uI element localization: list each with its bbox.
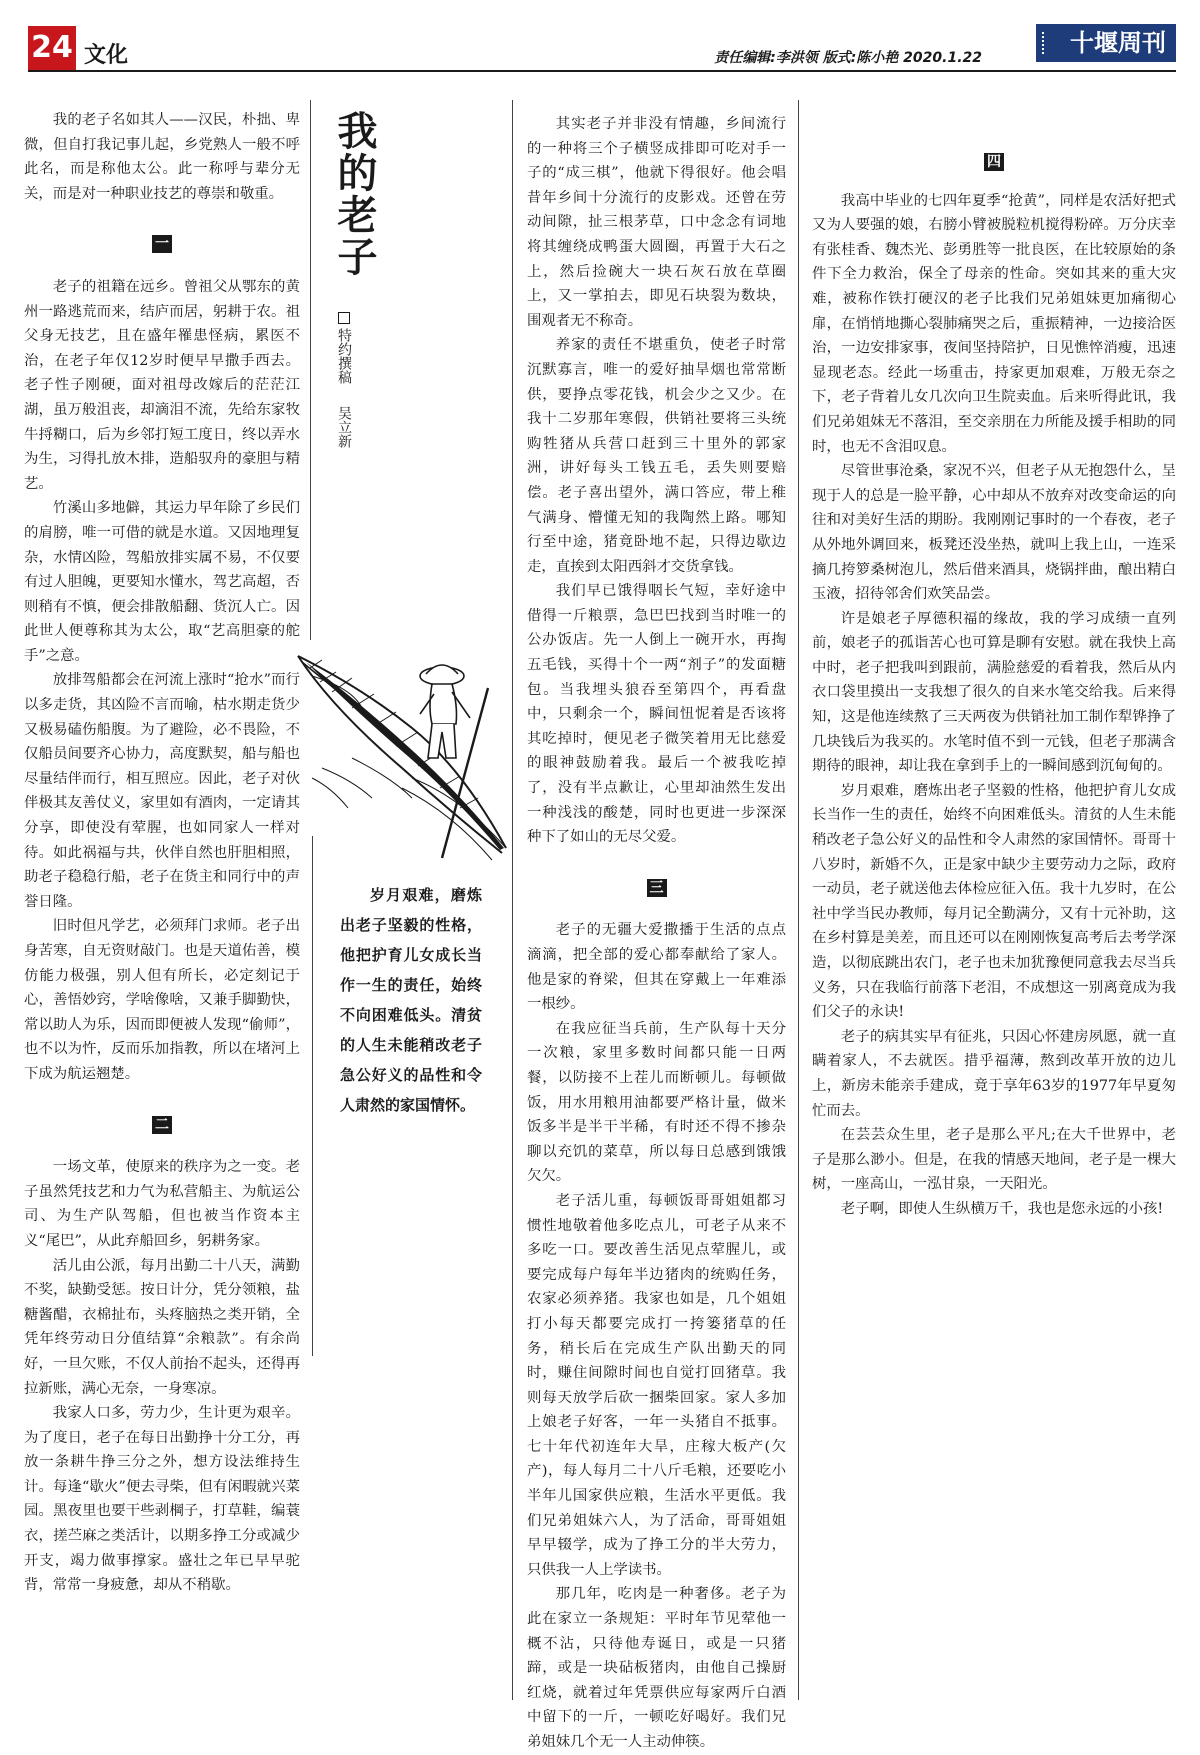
paragraph: 放排驾船都会在河流上涨时“抢水”而行以多走货，其凶险不言而喻，枯水期走货少又极易磕伤船腹。为了避险，必不畏险，不仅船员间要齐心协力，高度默契，船与船也尽量结伴而行，相互照应。因此，老子对伙伴极其友善仗义，家里如有酒肉，一定请其分享，即使没有荤腥，也如同家人一样对待。如此祸福与共，伙伴自然也肝胆相照，助老子稳稳行船，老子在货主和同行中的声誉日隆。 [24, 672, 300, 910]
intro-paragraph: 我的老子名如其人——汉民，朴拙、卑微，但自打我记事儿起，乡党熟人一般不呼此名，而是称他太公。此一称呼与辈分无关，而是对一种职业技艺的尊崇和敬重。 [24, 112, 300, 202]
section-heading: 一 [24, 232, 300, 257]
paragraph: 我高中毕业的七四年夏季“抢黄”，同样是农活好把式又为人要强的娘，右膀小臂被脱粒机搅得粉碎。万分庆幸有张桂香、魏杰光、彭勇胜等一批良医，在比较原始的条件下全力救治，保全了母亲的性命。突如其来的重大灾难，被称作铁打硬汉的老子比我们兄弟姐妹更加痛彻心扉，在悄悄地撕心裂肺痛哭之后，重振精神，一边接洽医治，一边安排家事，夜间坚持陪护，日见憔悴消瘦，迅速显现老态。经此一场重击，持家更加艰难，万般无奈之下，老子背着儿女几次向卫生院卖血。后来听得此讯，我们兄弟姐妹无不落泪，至交亲朋在力所能及援手相助的同时，也无不含泪叹息。 [812, 192, 1176, 455]
paragraph: 在我应征当兵前，生产队每十天分一次粮，家里多数时间都只能一日两餐，以防接不上茬儿而断顿儿。每顿做饭，用水用粮用油都要严格计量，做米饭多半是半干半稀，有时还不得不掺杂聊以充饥的菜草，所以每日总感到饿饿欠欠。 [527, 1020, 786, 1185]
section-name: 文化 [84, 43, 129, 68]
byline [334, 312, 354, 448]
paragraph: 我们早已饿得咽长气短，幸好途中借得一斤粮票，急巴巴找到当时唯一的公办饭店。先一人倒上一碗开水，再掏五毛钱，买得十个一两“剂子”的发面糖包。当我埋头狼吞至第四个，再看盘中，只剩余一个，瞬间忸怩着是否该将其吃掉时，便见老子微笑着用无比慈爱的眼神鼓励着我。最后一个被我吃掉了，没有半点歉让，心里却油然生发出一种浅浅的酸楚，同时也更进一步深深种下了如山的无尽父爱。 [527, 583, 786, 846]
section-heading: 二 [24, 1113, 300, 1138]
paragraph: 其实老子并非没有情趣，乡间流行的一种将三个子横竖成排即可吃对手一子的“成三棋”，他就下得很好。他会唱昔年乡间十分流行的皮影戏。还曾在劳动间隙，扯三根茅草，口中念念有词地将其缠绕成鸭蛋大圆圈，再置于大石之上，然后捡碗大一块石灰石放在草圈上，又一掌拍去，即见石块裂为数块，围观者无不称奇。 [527, 116, 786, 329]
paragraph: 尽管世事沧桑，家况不兴，但老子从无抱怨什么，呈现于人的总是一脸平静，心中却从不放弃对改变命运的向往和对美好生活的期盼。我刚刚记事时的一个春夜，老子从外地外调回来，板凳还没坐热，就叫上我上山，一连采摘几挎箩桑树泡儿，然后借来酒具，烧锅拌曲，酿出精白玉液，招待邻舍们欢笑品尝。 [812, 463, 1176, 603]
paragraph: 老子活儿重，每顿饭哥哥姐姐都习惯性地敬着他多吃点儿，可老子从来不多吃一口。要改善生活见点荤腥儿，或要完成每户每年半边猪肉的统购任务，农家必须养猪。我家也如是，几个姐姐打小每天都要完成打一挎篓猪草的任务，稍长后在完成生产队出勤天的同时，赚住间隙时间也自觉打回猪草。我则每天放学后砍一捆柴回家。家人多加上娘老子好客，一年一头猪自不抵事。七十年代初连年大旱，庄稼大板产(欠产)，每人每月二十八斤毛粮，还要吃小半年儿国家供应粮，生活水平更低。我们兄弟姐妹六人，为了活命，哥哥姐姐早早辍学，成为了挣工分的半大劳力，只供我一人上学读书。 [527, 1192, 786, 1578]
paragraph: 许是娘老子厚德积福的缘故，我的学习成绩一直列前，娘老子的孤诣苦心也可算是聊有安慰。就在我快上高中时，老子把我叫到跟前，满脸慈爱的看着我，然后从内衣口袋里摸出一支我想了很久的自来水笔交给我。后来得知，这是他连续熬了三天两夜为供销社加工制作犁铧挣了几块钱后为我买的。水笔时值不到一元钱，但老子那满含期待的眼神，却让我在拿到手上的一瞬间感到沉甸甸的。 [812, 610, 1176, 775]
boatman-illustration [292, 648, 522, 863]
section-heading: 四 [812, 150, 1176, 175]
paragraph: 养家的责任不堪重负，使老子时常沉默寡言，唯一的爱好抽旱烟也常常断供，要挣点零花钱，机会少之又少。在我十二岁那年寒假，供销社要将三头统购牲猪从兵营口赶到三十里外的郭家洲，讲好每头工钱五毛，丢失则要赔偿。老子喜出望外，满口答应，带上稚气满身、懵懂无知的我陶然上路。哪知行至中途，猪竟卧地不起，只得边歇边走，直挨到太阳西斜才交货拿钱。 [527, 337, 786, 575]
column-divider [312, 836, 313, 1356]
square-bullet-icon [338, 312, 350, 324]
logo-dots-icon [1042, 32, 1054, 54]
paragraph: 活儿由公派，每月出勤二十八天，满勤不奖，缺勤受惩。按日计分，凭分领粮，盐糖酱醋，衣棉扯布，头疼脑热之类开销，全凭年终劳动日分值结算“余粮款”。有余尚好，一旦欠账，不仅人前抬不起头，还得再拉新账，满心无奈，一身寒凉。 [24, 1257, 300, 1397]
paragraph: 在芸芸众生里，老子是那么平凡;在大千世界中，老子是那么渺小。但是，在我的情感天地间，老子是一棵大树，一座高山，一泓甘泉，一天阳光。 [812, 1127, 1176, 1193]
paragraph: 岁月艰难，磨炼出老子坚毅的性格，他把护育儿女成长当作一生的责任，始终不向困难低头。清贫的人生未能稍改老子急公好义的品性和令人肃然的家国情怀。哥哥十八岁时，新婚不久，正是家中缺少主要劳动力之际，政府一动员，老子就送他去体检应征入伍。我十九岁时，在公社中学当民办教师，每月记全勤满分，又有十元补助，这在乡村算是美差，而且还可以在刚刚恢复高考后去考学深造，以彻底跳出农门，老子也未加犹豫便同意我去尽当兵义务，只在我临行前落下老泪，不成想这一别离竟成为我们父子的永诀! [812, 782, 1176, 1021]
editor-credits: 责任编辑:李洪领 版式:陈小艳 2020.1.22 [714, 50, 982, 66]
paragraph: 我家人口多，劳力少，生计更为艰辛。为了度日，老子在每日出勤挣十分工分，再放一条耕牛挣三分之外，想方设法维持生计。每逢“歇火”便去寻柴，但有闲暇就兴菜园。黑夜里也要干些剥棡子，打草鞋，编蓑衣，搓苎麻之类活计，以期多挣工分或减少开支，竭力做事撑家。盛壮之年已早早驼背，常常一身疲惫，却从不稍歇。 [24, 1405, 300, 1594]
brand-logo [1036, 24, 1176, 62]
pull-quote-text: 岁月艰难，磨炼出老子坚毅的性格，他把护育儿女成长当作一生的责任，始终不向困难低头。清贫的人生未能稍改老子急公好义的品性和令人肃然的家国情怀。 [340, 886, 482, 1114]
paragraph: 那几年，吃肉是一种奢侈。老子为此在家立一条规矩：平时年节见荤他一概不沾，只待他寿诞日，或是一只猪蹄，或是一块砧板猪肉，由他自己操厨红烧，就着过年凭票供应每家两斤白酒中留下的一斤，一顿吃好喝好。我们兄弟姐妹几个无一人主动伸筷。 [527, 1586, 786, 1750]
column-divider [310, 100, 311, 640]
article-title: 我的老子 [331, 110, 378, 278]
paragraph: 老子啊，即使人生纵横万千，我也是您永远的小孩! [840, 1200, 1164, 1217]
article-column-2 [527, 112, 786, 1755]
header-rule [28, 70, 1176, 72]
column-divider [798, 100, 799, 1700]
paragraph: 竹溪山多地僻，其运力早年除了乡民们的肩膀，唯一可借的就是水道。又因地理复杂，水情凶险，驾船放排实属不易，不仅要有过人胆魄，更要知水懂水，驾艺高超，否则稍有不慎，便会排散船翻、货沉人亡。因此世人便尊称其为太公，取“艺高胆豪的舵手”之意。 [24, 500, 300, 664]
page-number: 24 [28, 26, 76, 70]
paragraph: 旧时但凡学艺，必须拜门求师。老子出身苦寒，自无资财敲门。也是天道佑善，模仿能力极强，别人但有所长，必定刻记于心，善悟妙窍，学啥像啥，又兼手脚勤快，常以助人为乐，因而即便被人发现“偷师”，也不以为忤，反而乐加指教，所以在堵河上下成为航运翘楚。 [24, 918, 300, 1082]
byline-prefix: 特约撰稿 [336, 328, 352, 384]
author-name: 吴立新 [336, 406, 352, 448]
article-column-3 [812, 150, 1176, 1222]
paragraph: 老子的病其实早有征兆，只因心怀建房夙愿，就一直瞒着家人，不去就医。措乎福薄，熬到改革开放的边儿上，新房未能亲手建成，竟于享年63岁的1977年早夏匆忙而去。 [812, 1028, 1176, 1119]
pull-quote [340, 880, 482, 1120]
title-block [326, 110, 386, 278]
section-heading: 三 [527, 876, 786, 901]
column-divider [512, 100, 513, 1700]
page-header [0, 0, 1200, 70]
paragraph: 老子的无疆大爱撒播于生活的点点滴滴，把全部的爱心都奉献给了家人。他是家的脊梁，但其在穿戴上一年难添一根纱。 [527, 922, 786, 1013]
paragraph: 老子的祖籍在远乡。曾祖父从鄂东的黄州一路逃荒而来，结庐而居，躬耕于农。祖父身无技艺，且在盛年罹患怪病，累医不治，在老子年仅12岁时便早早撒手西去。老子性子刚硬，面对祖母改嫁后的茫茫江湖，虽万般沮丧，却滴泪不流，先给东家牧牛捋糊口，后为乡邻打短工度日，终以弄水为生，习得扎放木排，造船驭舟的豪胆与精艺。 [24, 278, 300, 492]
article-column-1 [24, 108, 300, 1598]
brand-name: 十堰周刊 [1070, 28, 1166, 57]
paragraph: 一场文革，使原来的秩序为之一变。老子虽然凭技艺和力气为私营船主、为航运公司、为生产队驾船，但也被当作资本主义“尾巴”，从此弃船回乡，躬耕务家。 [24, 1159, 300, 1249]
